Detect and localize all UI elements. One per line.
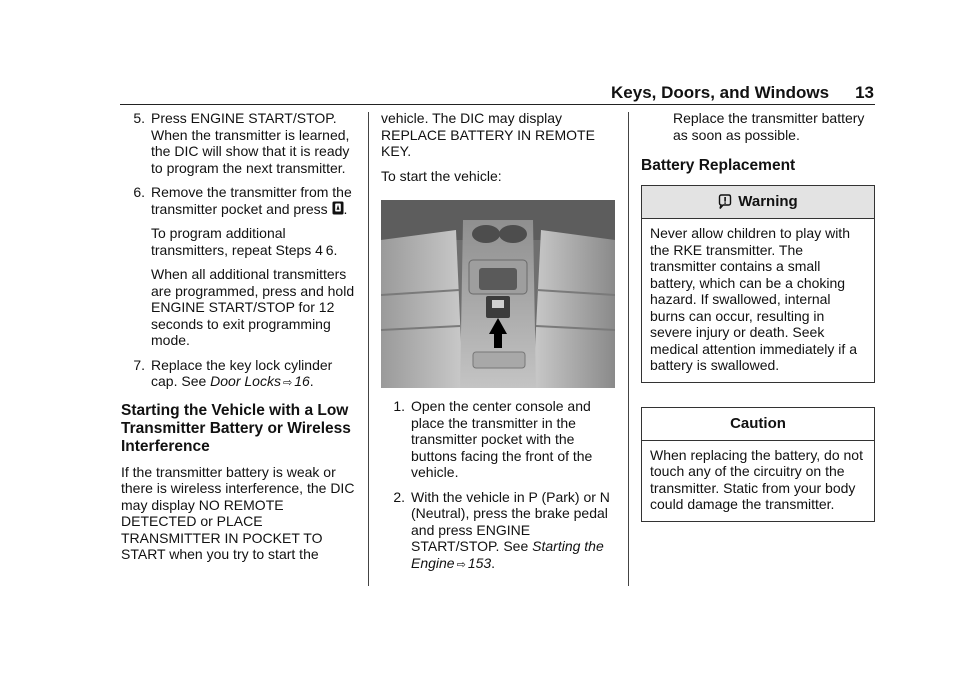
- warning-header: [642, 186, 874, 219]
- caution-box: [641, 407, 875, 522]
- page-arrow-icon: ⇨: [456, 558, 466, 571]
- column-divider: [628, 112, 629, 586]
- warning-box: [641, 185, 875, 383]
- caution-header: Caution: [642, 408, 874, 441]
- step-text-main: Replace the key lock cylinder cap. See: [151, 356, 333, 389]
- step-7: [121, 357, 359, 392]
- page-number: 13: [855, 83, 874, 102]
- reference-page[interactable]: 153: [467, 554, 492, 571]
- step-text: Press ENGINE START/STOP. When the transmitter is learned, the DIC will show that it is ready to program the next transmitter.: [151, 110, 350, 176]
- step-5: [121, 110, 359, 176]
- cross-reference-link[interactable]: Door Locks: [210, 373, 281, 389]
- center-console-photo: [381, 200, 615, 388]
- paragraph: When all additional transmitters are programmed, press and hold ENGINE START/STOP for 12 seconds to exit programming mode.: [151, 266, 355, 348]
- column-middle: [381, 110, 617, 581]
- step-number: 2.: [393, 488, 405, 505]
- step-1: [381, 398, 617, 481]
- paragraph: If the transmitter battery is weak or there is wireless interference, the DIC may display NO REMOTE DETECTED or PLACE TRANSMITTER IN POCKET TO START when you try to start the: [121, 463, 355, 562]
- step-text: [151, 184, 359, 217]
- step-number: 7.: [133, 356, 145, 373]
- paragraph: Replace the transmitter battery as soon as possible.: [673, 110, 865, 143]
- section-heading: Starting the Vehicle with a Low Transmitter Battery or Wireless Interference: [121, 401, 351, 455]
- warning-body: Never allow children to play with the RKE transmitter. The transmitter contains a small battery, which can be a choking hazard. If swallowed, internal burns can occur, resulting in severe injury or death. Seek medical attention immediately if a battery is swallowed.: [650, 225, 857, 373]
- paragraph: To program additional transmitters, repeat Steps 4 6.: [151, 225, 338, 258]
- step-text: [411, 489, 617, 574]
- page-header: [0, 83, 874, 103]
- reference-page[interactable]: 16: [294, 373, 310, 389]
- step-text: Open the center console and place the transmitter in the transmitter pocket with the buttons facing the front of the vehicle.: [411, 398, 593, 480]
- page-arrow-icon: ⇨: [282, 377, 293, 389]
- step-number: 1.: [393, 398, 405, 414]
- step-text-end: .: [343, 200, 348, 217]
- step-text-main: With the vehicle in P (Park) or N (Neutral), press the brake pedal and press ENGINE START/STOP. See: [411, 488, 610, 554]
- remote-start-button-icon: [332, 201, 344, 215]
- column-left: [121, 110, 359, 571]
- paragraph: vehicle. The DIC may display REPLACE BATTERY IN REMOTE KEY.: [381, 110, 595, 159]
- column-divider: [368, 112, 369, 586]
- header-rule: [120, 104, 875, 105]
- step-text-end: .: [309, 373, 314, 389]
- step-text-main: Remove the transmitter from the transmitter pocket and press: [151, 184, 352, 217]
- step-text-end: .: [491, 554, 496, 571]
- step-6: [121, 184, 359, 217]
- caution-body: When replacing the battery, do not touch any of the circuitry on the transmitter. Static from your body could damage the transmitter.: [650, 446, 863, 512]
- warning-icon: [718, 194, 732, 210]
- section-title: Keys, Doors, and Windows: [611, 83, 830, 102]
- section-heading: Battery Replacement: [641, 157, 796, 174]
- cross-reference-link[interactable]: Starting the Engine: [411, 538, 604, 571]
- column-right: [641, 110, 875, 522]
- warning-title: Warning: [738, 193, 798, 210]
- step-number: 6.: [133, 184, 145, 200]
- step-number: 5.: [133, 110, 145, 126]
- center-console-image: [381, 200, 615, 388]
- paragraph: To start the vehicle:: [381, 167, 502, 184]
- step-2: [381, 489, 617, 574]
- step-text: [151, 357, 359, 392]
